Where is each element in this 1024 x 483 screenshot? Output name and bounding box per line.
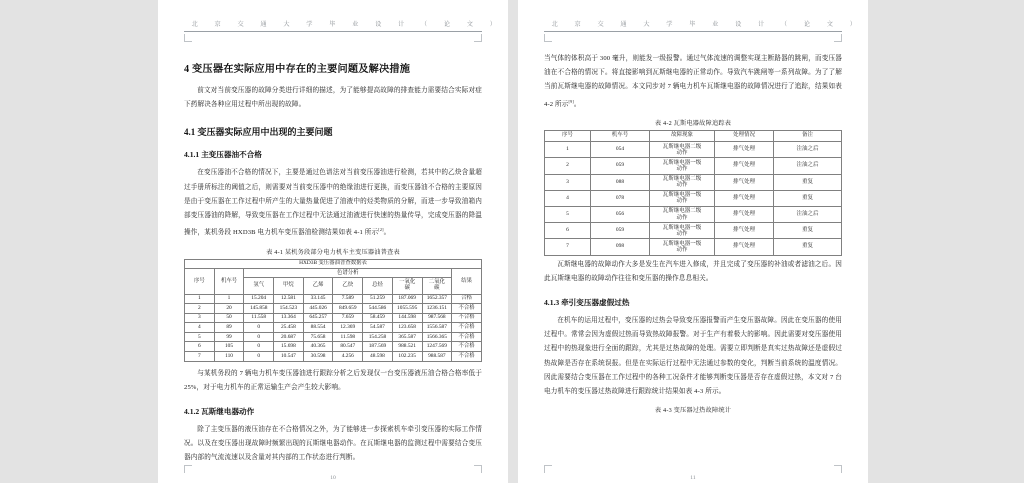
cell-c2h2: 849.659 xyxy=(333,304,363,314)
cell-loco: 50 xyxy=(214,313,244,323)
running-header-left: 北 京 交 通 大 学 毕 业 设 计 （ 论 文 ） xyxy=(184,20,482,32)
citation-ref-2: [2] xyxy=(378,227,384,233)
page-number-left: 10 xyxy=(330,475,336,481)
table-row xyxy=(185,332,482,342)
paragraph-top-text: 当气体的体积高于 300 毫升，则能发一级报警。通过气体流速的调整实现主断路器的跳闸，而变压器油在不合格的情况下。将直接影响到瓦斯继电器的正常动作。导致汽车跳闸等一系列故障。为了了解当前瓦斯继电器的故障情况。本文同步对 7 辆电力机车瓦斯继电器的故障情况进行了追踪，结果如表 4-2 所示 xyxy=(544,55,842,108)
cell-seq: 5 xyxy=(545,206,591,222)
running-header-right: 北 京 交 通 大 学 毕 业 设 计 （ 论 文 ） xyxy=(544,20,842,32)
table-row xyxy=(185,313,482,323)
cell-seq: 2 xyxy=(185,304,215,314)
cell-c2h2: 11.598 xyxy=(333,332,363,342)
cell-loco: 088 xyxy=(591,174,650,190)
table-4-1-header-c2h4: 乙烯 xyxy=(303,278,333,294)
page-number-right: 11 xyxy=(690,475,696,481)
cell-co2: 1556.587 xyxy=(422,323,452,333)
table-4-2 xyxy=(544,130,842,256)
cell-ch4: 10.547 xyxy=(274,352,304,362)
table-4-1-header-co2-l1: 二氧化 xyxy=(428,279,445,286)
cell-handling: 排气处理 xyxy=(715,190,774,206)
table-4-1-header-c2h2: 乙炔 xyxy=(333,278,363,294)
cell-phenomenon-l2: 动作 xyxy=(676,182,688,189)
table-4-2-header-phenomenon: 故障现象 xyxy=(650,131,715,142)
page-corner-marks-bottom-left xyxy=(184,465,482,473)
table-row xyxy=(545,158,842,174)
paragraph-4-1-1-text: 在变压器油不合格的情况下，主要是通过色谱法对当前变压器油进行检测，若其中的乙炔含量超过手册所标注的阈值之后，则需要对当前变压器中的绝缘油进行更换，而变压器油不合格的主要原因是由于变压器在工作过程中所产生的大量热量促进了油液中的烃类物质的分解，而进一步导致油箱内部变压器油的降解，导致变压器在工作过程中无法通过油液进行快速的热量传导，完成变压器的降温操作，某机务段 HXD3B 电力机车变压器油检测结果如表 4-1 所示 xyxy=(184,169,482,237)
table-row xyxy=(545,239,842,255)
document-page-right xyxy=(518,0,868,483)
table-row xyxy=(545,190,842,206)
cell-seq: 7 xyxy=(545,239,591,255)
table-row xyxy=(545,174,842,190)
cell-seq: 1 xyxy=(545,142,591,158)
cell-handling: 排气处理 xyxy=(715,142,774,158)
cell-c2h4: 445.026 xyxy=(303,304,333,314)
cell-phenomenon xyxy=(650,206,715,222)
cell-phenomenon-l1: 瓦斯继电器二级 xyxy=(662,208,702,215)
cell-co2: 1236.151 xyxy=(422,304,452,314)
cell-remark: 重复 xyxy=(774,223,842,239)
cell-seq: 7 xyxy=(185,352,215,362)
cell-h2: 0 xyxy=(244,342,274,352)
table-4-1-header-co xyxy=(392,278,422,294)
cell-total: 54.587 xyxy=(363,323,393,333)
heading-4-1-2: 4.1.2 瓦斯继电器动作 xyxy=(184,407,255,417)
cell-loco: 054 xyxy=(591,142,650,158)
cell-seq: 3 xyxy=(185,313,215,323)
cell-phenomenon-l2: 动作 xyxy=(676,149,688,156)
cell-result: 不合格 xyxy=(452,313,482,323)
cell-c2h4: 75.658 xyxy=(303,332,333,342)
cell-loco: 105 xyxy=(214,342,244,352)
cell-c2h4: 645.257 xyxy=(303,313,333,323)
cell-phenomenon-l1: 瓦斯继电器一级 xyxy=(662,192,702,199)
cell-total: 51.259 xyxy=(363,294,393,304)
table-4-2-header-handling: 处理情况 xyxy=(715,131,774,142)
table-4-1-header-co2 xyxy=(422,278,452,294)
cell-co2: 988.587 xyxy=(422,352,452,362)
table-4-1-col-seq: 序号 xyxy=(185,269,215,295)
cell-phenomenon-l1: 瓦斯继电器一级 xyxy=(662,224,702,231)
cell-remark: 注油之后 xyxy=(774,206,842,222)
cell-h2: 0 xyxy=(244,352,274,362)
cell-phenomenon-l1: 瓦斯继电器一级 xyxy=(662,159,702,166)
cell-loco: 99 xyxy=(214,332,244,342)
cell-ch4: 13.364 xyxy=(274,313,304,323)
paragraph-4-1-1-tail: 。 xyxy=(383,229,391,237)
table-row xyxy=(545,206,842,222)
cell-total: 154.258 xyxy=(363,332,393,342)
cell-seq: 6 xyxy=(185,342,215,352)
table-4-1-caption: 表 4-1 某机务段部分电力机车主变压器油普查表 xyxy=(266,248,400,256)
cell-c2h2: 12.369 xyxy=(333,323,363,333)
paragraph-after-table-4-2: 瓦斯继电器的故障动作大多是发生在汽车进入修成，并且完成了变压器的补油或者滤油之后。因此瓦斯继电器的故障动作往往和变压器的操作息息相关。 xyxy=(544,260,842,282)
corner-mark-top-right-icon xyxy=(834,34,842,42)
cell-handling: 排气处理 xyxy=(715,239,774,255)
corner-mark-bottom-right-icon xyxy=(474,465,482,473)
table-4-3-caption: 表 4-3 变压器过热故障统计 xyxy=(654,407,732,415)
cell-total: 58.459 xyxy=(363,313,393,323)
document-page-left xyxy=(158,0,508,483)
cell-seq: 2 xyxy=(545,158,591,174)
table-row xyxy=(545,223,842,239)
cell-phenomenon-l2: 动作 xyxy=(676,214,688,221)
cell-total: 48.598 xyxy=(363,352,393,362)
table-row xyxy=(545,142,842,158)
paragraph-top-right xyxy=(544,52,842,112)
cell-result: 不合格 xyxy=(452,323,482,333)
cell-co2: 1566.365 xyxy=(422,332,452,342)
table-4-1-body xyxy=(185,259,482,361)
table-4-2-header-seq: 序号 xyxy=(545,131,591,142)
cell-remark: 注油之后 xyxy=(774,142,842,158)
cell-seq: 5 xyxy=(185,332,215,342)
cell-phenomenon xyxy=(650,158,715,174)
cell-result: 不合格 xyxy=(452,304,482,314)
cell-c2h2: 80.547 xyxy=(333,342,363,352)
table-row xyxy=(185,342,482,352)
cell-handling: 排气处理 xyxy=(715,206,774,222)
corner-mark-top-right-icon xyxy=(474,34,482,42)
cell-phenomenon-l1: 瓦斯继电器二级 xyxy=(662,175,702,182)
corner-mark-top-left-icon xyxy=(544,34,552,42)
table-row xyxy=(185,352,482,362)
heading-4-1-1: 4.1.1 主变压器油不合格 xyxy=(184,150,262,160)
cell-phenomenon-l2: 动作 xyxy=(676,246,688,253)
corner-mark-top-left-icon xyxy=(184,34,192,42)
cell-h2: 0 xyxy=(244,323,274,333)
cell-total: 544.586 xyxy=(363,304,393,314)
cell-remark: 重复 xyxy=(774,190,842,206)
table-row xyxy=(185,323,482,333)
cell-c2h2: 4.256 xyxy=(333,352,363,362)
citation-ref-9: [9] xyxy=(568,98,574,104)
cell-co: 102.235 xyxy=(392,352,422,362)
cell-phenomenon-l1: 瓦斯继电器二级 xyxy=(662,143,702,150)
corner-mark-bottom-left-icon xyxy=(184,465,192,473)
table-4-1-header-h2: 氢气 xyxy=(244,278,274,294)
cell-c2h4: 33.145 xyxy=(303,294,333,304)
table-4-1-col-loco: 机车号 xyxy=(214,269,244,295)
table-4-2-body xyxy=(545,131,842,256)
cell-h2: 0 xyxy=(244,332,274,342)
cell-total: 187.569 xyxy=(363,342,393,352)
cell-co2: 1247.569 xyxy=(422,342,452,352)
cell-h2: 11.558 xyxy=(244,313,274,323)
corner-mark-bottom-right-icon xyxy=(834,465,842,473)
cell-phenomenon-l2: 动作 xyxy=(676,165,688,172)
heading-4-1: 4.1 变压器实际应用中出现的主要问题 xyxy=(184,127,333,138)
cell-c2h2: 7.589 xyxy=(333,294,363,304)
cell-co: 187.069 xyxy=(392,294,422,304)
cell-phenomenon xyxy=(650,239,715,255)
cell-loco: 056 xyxy=(591,206,650,222)
paragraph-after-table-4-1: 与某机务段的 7 辆电力机车变压器油进行跟踪分析之后发现仅一台变压器液压油合格合格率低于 25%，对于电力机车的正常运输生产会产生较大影响。 xyxy=(184,369,482,391)
page-corner-marks-top-right xyxy=(544,34,842,46)
table-4-1-title-cell: HXD3B 变压器油普查数据表 xyxy=(185,259,482,268)
cell-result: 不合格 xyxy=(452,342,482,352)
cell-remark: 注油之后 xyxy=(774,158,842,174)
cell-loco: 110 xyxy=(214,352,244,362)
cell-handling: 排气处理 xyxy=(715,174,774,190)
cell-co2: 987.568 xyxy=(422,313,452,323)
cell-loco: 078 xyxy=(591,190,650,206)
cell-seq: 4 xyxy=(185,323,215,333)
cell-loco: 89 xyxy=(214,323,244,333)
cell-handling: 排气处理 xyxy=(715,223,774,239)
cell-phenomenon-l2: 动作 xyxy=(676,198,688,205)
cell-c2h4: 30.598 xyxy=(303,352,333,362)
cell-h2: 145.858 xyxy=(244,304,274,314)
cell-seq: 3 xyxy=(545,174,591,190)
cell-phenomenon-l1: 瓦斯继电器一级 xyxy=(662,240,702,247)
cell-loco: 1 xyxy=(214,294,244,304)
cell-ch4: 25.458 xyxy=(274,323,304,333)
cell-phenomenon xyxy=(650,142,715,158)
table-4-1 xyxy=(184,259,482,362)
cell-co: 988.521 xyxy=(392,342,422,352)
paragraph-4-1-2: 除了主变压器的液压油存在不合格情况之外，为了能够进一步探索机车牵引变压器的实际工作情况。以及在变压器出现故障时频繁出现的瓦斯继电器动作。在瓦斯继电器的监测过程中需要结合变压器内部的气流流速以及含量对其内部的工作状态进行判断。 xyxy=(184,426,482,462)
cell-phenomenon-l2: 动作 xyxy=(676,230,688,237)
cell-ch4: 154.523 xyxy=(274,304,304,314)
heading-4-1-3: 4.1.3 牵引变压器虚假过热 xyxy=(544,297,630,307)
paragraph-4-1-3: 在机车的运用过程中，变压器的过热会导致变压器报警而产生变压器故障。因此在变压器的使用过程中。常常会因为虚假过热而导致热故障报警。对于生产有着极大的影响。因此需要对变压器使用过程中的热现象进行全面的跟踪，尤其是过热故障的处理。需要立即判断是真实过热故障还是虚假过热故障是否存在系统误报。但是在实际运行过程中无法通过参数的变化，判断当前系统的温度情况。因此需要结合变压器在工作过程中的各种工况条件才能够判断变压器是否存在虚假过热，本文对 7 台电力机车的变压器过热故障进行跟踪统计结果如表 4-3 所示。 xyxy=(544,316,842,395)
page-corner-marks-bottom-right xyxy=(544,465,842,473)
cell-result: 合格 xyxy=(452,294,482,304)
cell-loco: 20 xyxy=(214,304,244,314)
cell-ch4: 12.581 xyxy=(274,294,304,304)
table-4-1-group-row xyxy=(185,269,482,278)
corner-mark-bottom-left-icon xyxy=(544,465,552,473)
cell-h2: 15.204 xyxy=(244,294,274,304)
paragraph-4-1-1 xyxy=(184,166,482,240)
cell-ch4: 15.698 xyxy=(274,342,304,352)
table-4-1-header-co-l2: 碳 xyxy=(404,284,410,291)
table-4-1-header-co2-l2: 碳 xyxy=(434,284,440,291)
cell-seq: 4 xyxy=(545,190,591,206)
cell-loco: 059 xyxy=(591,223,650,239)
cell-phenomenon xyxy=(650,174,715,190)
table-4-1-title-row xyxy=(185,259,482,268)
page-title: 4 变压器在实际应用中存在的主要问题及解决措施 xyxy=(184,64,411,75)
table-4-2-header-loco: 机车号 xyxy=(591,131,650,142)
cell-co2: 1652.357 xyxy=(422,294,452,304)
cell-ch4: 20.687 xyxy=(274,332,304,342)
cell-co: 144.598 xyxy=(392,313,422,323)
page-corner-marks-top-left xyxy=(184,34,482,46)
table-4-1-col-result: 结果 xyxy=(452,269,482,295)
cell-remark: 重复 xyxy=(774,239,842,255)
cell-loco: 098 xyxy=(591,239,650,255)
cell-c2h4: 40.365 xyxy=(303,342,333,352)
table-4-1-header-co-l1: 一氧化 xyxy=(399,279,416,286)
table-row xyxy=(185,294,482,304)
table-row xyxy=(185,304,482,314)
cell-c2h4: 88.554 xyxy=(303,323,333,333)
table-4-1-header-total: 总烃 xyxy=(363,278,393,294)
cell-loco: 059 xyxy=(591,158,650,174)
cell-c2h2: 7.659 xyxy=(333,313,363,323)
cell-result: 不合格 xyxy=(452,332,482,342)
cell-seq: 1 xyxy=(185,294,215,304)
table-4-2-caption: 表 4-2 瓦斯电器故障追踪表 xyxy=(654,120,732,127)
cell-co: 365.587 xyxy=(392,332,422,342)
table-4-1-header-ch4: 甲烷 xyxy=(274,278,304,294)
cell-phenomenon xyxy=(650,190,715,206)
intro-paragraph: 前文对当前变压器的故障分类进行详细的描述，为了能够提高故障的排查能力需要结合实际对症下药解决各种应用过程中所出现的故障。 xyxy=(184,87,482,109)
cell-handling: 排气处理 xyxy=(715,158,774,174)
table-4-2-header-row xyxy=(545,131,842,142)
cell-seq: 6 xyxy=(545,223,591,239)
cell-remark: 重复 xyxy=(774,174,842,190)
paragraph-top-tail: 。 xyxy=(573,100,581,108)
cell-result: 不合格 xyxy=(452,352,482,362)
cell-co: 123.658 xyxy=(392,323,422,333)
table-4-1-group-header: 色谱分析 xyxy=(244,269,452,278)
cell-co: 1055.595 xyxy=(392,304,422,314)
table-4-2-header-remark: 备注 xyxy=(774,131,842,142)
cell-phenomenon xyxy=(650,223,715,239)
